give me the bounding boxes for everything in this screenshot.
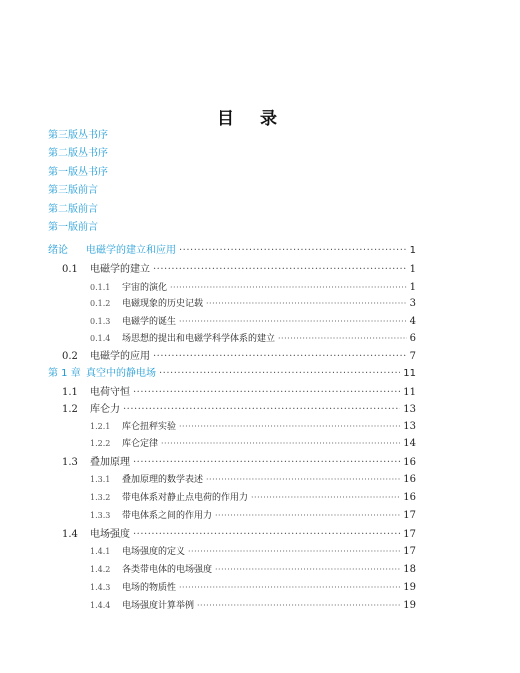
toc-entry-number: 1.2.1	[90, 422, 111, 431]
toc-entry-label: 库仑力	[90, 404, 120, 415]
front-matter-label: 第三版前言	[48, 185, 98, 196]
front-matter-label: 第一版前言	[48, 222, 98, 233]
toc-entry-page: 11	[403, 368, 416, 379]
toc-entry-page: 17	[403, 510, 416, 521]
dot-leader	[206, 296, 407, 312]
toc-entry-page: 3	[409, 298, 416, 309]
toc-entry-number: 0.1.3	[90, 317, 111, 326]
toc-entry-label: 电磁学的诞生	[122, 317, 177, 327]
toc-entry-sub[interactable]	[90, 419, 416, 435]
front-matter-item[interactable]	[48, 165, 108, 181]
toc-entry-sub[interactable]	[90, 280, 416, 296]
toc-entry-page: 18	[403, 564, 416, 575]
toc-entry-page: 1	[409, 245, 416, 256]
toc-entry-page: 19	[403, 582, 416, 593]
toc-entry-label: 电场强度计算举例	[122, 601, 195, 611]
dot-leader	[179, 580, 400, 596]
toc-entry-page: 4	[409, 316, 416, 327]
toc-entry-label: 电磁学的建立	[90, 264, 150, 275]
toc-entry-sub[interactable]	[90, 436, 416, 452]
front-matter-label: 第三版丛书序	[48, 130, 108, 141]
toc-entry-label: 各类带电体的电场强度	[122, 565, 213, 575]
toc-entry-number: 1.4.3	[90, 583, 111, 592]
front-matter-item[interactable]	[48, 146, 108, 162]
toc-entry-sub[interactable]	[90, 598, 416, 614]
front-matter-item[interactable]	[48, 202, 98, 218]
toc-entry-page: 7	[409, 351, 416, 362]
toc-entry-sec[interactable]	[62, 402, 416, 418]
front-matter-label: 第一版丛书序	[48, 167, 108, 178]
dot-leader	[161, 436, 400, 452]
toc-entry-label: 电场强度的定义	[122, 547, 186, 557]
dot-leader	[153, 262, 407, 278]
toc-entry-chap[interactable]	[48, 243, 416, 259]
dot-leader	[123, 402, 400, 418]
dot-leader	[159, 366, 400, 382]
toc-entry-page: 17	[403, 546, 416, 557]
dot-leader	[179, 243, 407, 259]
dot-leader	[179, 314, 407, 330]
toc-entry-label: 带电体系之间的作用力	[122, 511, 213, 521]
toc-entry-page: 1	[409, 282, 416, 293]
toc-entry-number: 1.2.2	[90, 439, 111, 448]
toc-entry-number: 0.1	[62, 264, 78, 275]
toc-entry-page: 1	[409, 264, 416, 275]
toc-entry-sub[interactable]	[90, 490, 416, 506]
page-title-char: 录	[260, 109, 303, 129]
front-matter-item[interactable]	[48, 183, 98, 199]
toc-entry-page: 17	[403, 529, 416, 540]
dot-leader	[133, 385, 400, 401]
toc-entry-label: 场思想的提出和电磁学科学体系的建立	[122, 334, 276, 344]
toc-entry-label: 电荷守恒	[90, 387, 130, 398]
toc-entry-sub[interactable]	[90, 296, 416, 312]
toc-entry-number: 绪论	[48, 245, 68, 256]
front-matter-item[interactable]	[48, 220, 98, 236]
dot-leader	[170, 280, 407, 296]
toc-entry-number: 1.1	[62, 387, 78, 398]
toc-entry-number: 0.1.4	[90, 334, 111, 343]
toc-entry-label: 电场的物质性	[122, 583, 177, 593]
dot-leader	[197, 598, 400, 614]
dot-leader	[179, 419, 400, 435]
toc-entry-page: 13	[403, 421, 416, 432]
toc-entry-number: 1.4	[62, 529, 78, 540]
dot-leader	[215, 508, 400, 524]
toc-entry-sec[interactable]	[62, 527, 416, 543]
toc-entry-number: 0.2	[62, 351, 78, 362]
toc-entry-page: 6	[409, 333, 416, 344]
toc-entry-sub[interactable]	[90, 580, 416, 596]
dot-leader	[215, 562, 400, 578]
toc-entry-label: 电磁现象的历史记载	[122, 299, 204, 309]
toc-entry-number: 0.1.2	[90, 299, 111, 308]
toc-entry-number: 1.3.2	[90, 493, 111, 502]
toc-entry-sub[interactable]	[90, 472, 416, 488]
toc-entry-number: 1.3.3	[90, 511, 111, 520]
toc-entry-label: 叠加原理	[90, 457, 130, 468]
dot-leader	[251, 490, 400, 506]
toc-entry-sec[interactable]	[62, 385, 416, 401]
toc-entry-number: 0.1.1	[90, 283, 111, 292]
toc-entry-number: 1.4.1	[90, 547, 111, 556]
toc-entry-page: 19	[403, 600, 416, 611]
front-matter-label: 第二版丛书序	[48, 148, 108, 159]
toc-entry-label: 库仑扭秤实验	[122, 422, 177, 432]
toc-entry-label: 库仑定律	[122, 439, 159, 449]
dot-leader	[133, 527, 400, 543]
toc-entry-sub[interactable]	[90, 331, 416, 347]
page-title-char: 目	[217, 109, 260, 129]
toc-entry-page: 11	[403, 387, 416, 398]
toc-entry-number: 1.4.4	[90, 601, 111, 610]
toc-entry-sec[interactable]	[62, 262, 416, 278]
toc-entry-number: 1.4.2	[90, 565, 111, 574]
toc-entry-number: 1.3	[62, 457, 78, 468]
dot-leader	[153, 349, 407, 365]
dot-leader	[188, 544, 400, 560]
toc-entry-page: 13	[403, 404, 416, 415]
toc-entry-label: 叠加原理的数学表述	[122, 475, 204, 485]
front-matter-item[interactable]	[48, 128, 108, 144]
toc-entry-label: 电场强度	[90, 529, 130, 540]
toc-entry-sub[interactable]	[90, 314, 416, 330]
toc-entry-label: 真空中的静电场	[86, 368, 156, 379]
toc-entry-sec[interactable]	[62, 455, 416, 471]
toc-entry-sub[interactable]	[90, 562, 416, 578]
toc-entry-sub[interactable]	[90, 508, 416, 524]
toc-entry-label: 电磁学的建立和应用	[86, 245, 176, 256]
toc-entry-label: 电磁学的应用	[90, 351, 150, 362]
toc-entry-page: 14	[403, 438, 416, 449]
toc-entry-page: 16	[403, 474, 416, 485]
dot-leader	[206, 472, 400, 488]
toc-entry-page: 16	[403, 492, 416, 503]
dot-leader	[133, 455, 400, 471]
toc-entry-label: 宇宙的演化	[122, 283, 168, 293]
toc-entry-label: 带电体系对静止点电荷的作用力	[122, 493, 249, 503]
front-matter-label: 第二版前言	[48, 204, 98, 215]
toc-entry-sub[interactable]	[90, 544, 416, 560]
toc-entry-page: 16	[403, 457, 416, 468]
toc-entry-number: 1.2	[62, 404, 78, 415]
toc-entry-chap[interactable]	[48, 366, 416, 382]
toc-entry-number: 第 1 章	[48, 368, 81, 379]
toc-entry-sec[interactable]	[62, 349, 416, 365]
dot-leader	[278, 331, 407, 347]
toc-entry-number: 1.3.1	[90, 475, 111, 484]
